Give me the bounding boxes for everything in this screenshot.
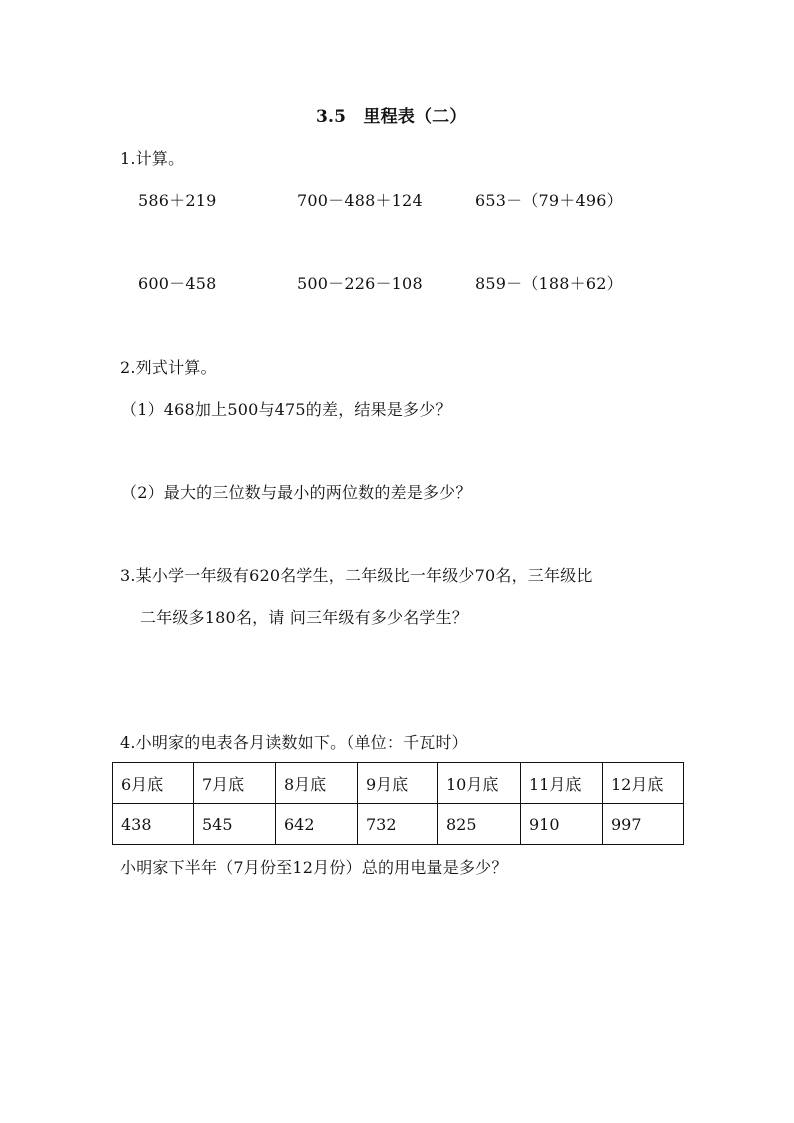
q3-line-2: 二年级多180名，请 问三年级有多少名学生？ bbox=[140, 608, 469, 627]
q1-expr-3: 653－（79＋496） bbox=[475, 191, 623, 210]
q4-question: 小明家下半年（7月份至12月份）总的用电量是多少？ bbox=[120, 858, 508, 877]
table-cell: 910 bbox=[521, 804, 603, 845]
table-header-cell: 9月底 bbox=[358, 763, 438, 804]
q2-label: 2.列式计算。 bbox=[120, 358, 217, 377]
table-header-cell: 8月底 bbox=[276, 763, 358, 804]
q1-label: 1.计算。 bbox=[120, 149, 185, 168]
page-title: 3.5 里程表（二） bbox=[316, 107, 467, 127]
table-header-row bbox=[113, 763, 684, 804]
table-header-cell: 12月底 bbox=[603, 763, 684, 804]
q2-sub-1: （1）468加上500与475的差，结果是多少？ bbox=[121, 400, 452, 419]
table-header-cell: 11月底 bbox=[521, 763, 603, 804]
table-cell: 438 bbox=[113, 804, 194, 845]
q3-line-1: 3.某小学一年级有620名学生，二年级比一年级少70名，三年级比 bbox=[120, 566, 593, 585]
q1-expr-5: 500－226－108 bbox=[297, 274, 423, 293]
table-cell: 545 bbox=[194, 804, 276, 845]
table-cell: 825 bbox=[438, 804, 521, 845]
q2-sub-2: （2）最大的三位数与最小的两位数的差是多少？ bbox=[121, 483, 472, 502]
q1-expr-1: 586＋219 bbox=[138, 191, 217, 210]
q1-expr-6: 859－（188＋62） bbox=[475, 274, 623, 293]
table-header-cell: 7月底 bbox=[194, 763, 276, 804]
table-header-cell: 6月底 bbox=[113, 763, 194, 804]
q1-expr-2: 700－488＋124 bbox=[297, 191, 423, 210]
q1-expr-4: 600－458 bbox=[138, 274, 217, 293]
q4-label: 4.小明家的电表各月读数如下。（单位：千瓦时） bbox=[120, 733, 468, 752]
table-row bbox=[113, 804, 684, 845]
table-cell: 642 bbox=[276, 804, 358, 845]
table-header-cell: 10月底 bbox=[438, 763, 521, 804]
table-cell: 997 bbox=[603, 804, 684, 845]
meter-reading-table bbox=[112, 762, 684, 845]
table-cell: 732 bbox=[358, 804, 438, 845]
